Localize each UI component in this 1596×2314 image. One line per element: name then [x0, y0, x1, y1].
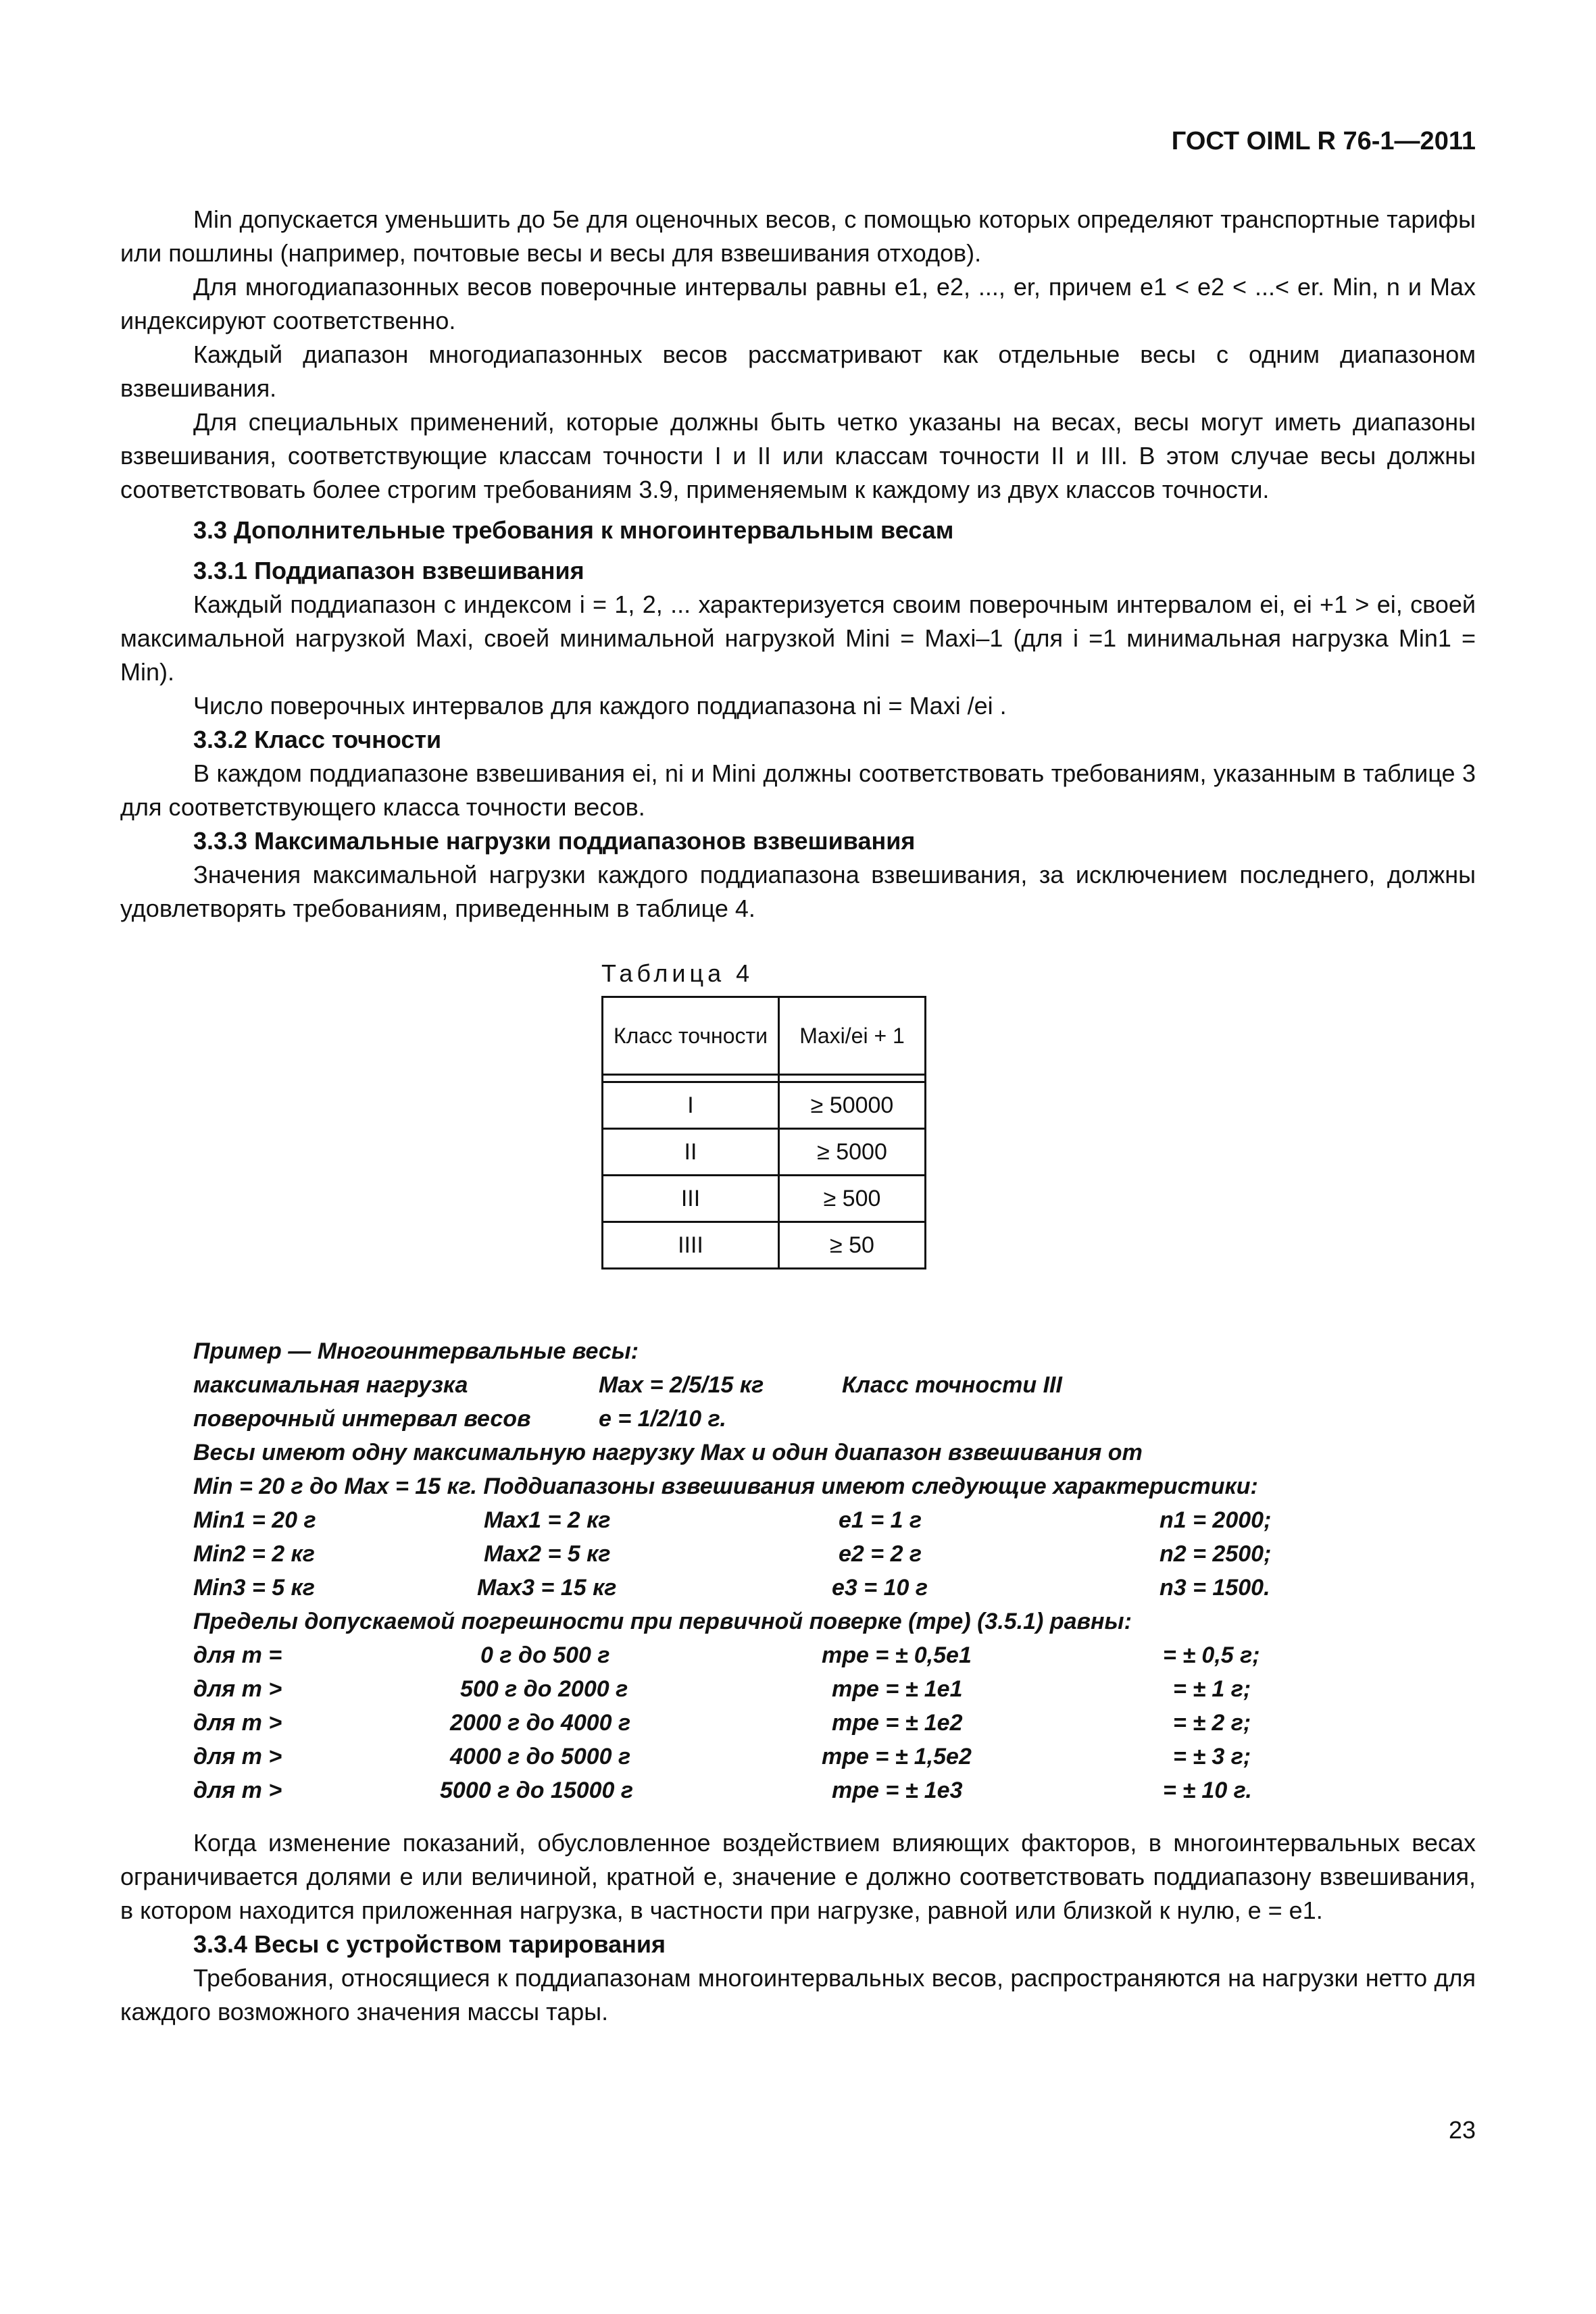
table-row — [603, 1176, 926, 1222]
example-cell: 2000 г до 4000 г — [450, 1710, 631, 1736]
example-line: Пределы допускаемой погрешности при первичной поверке (mpe) (3.5.1) равны: — [193, 1609, 1132, 1634]
example-mpe-row — [193, 1774, 1476, 1807]
example-text: e = 1/2/10 г. — [599, 1406, 726, 1432]
paragraph: Требования, относящиеся к поддиапазонам многоинтервальных весов, распространяются на нагрузки нетто для каждого возможного значения массы тары. — [120, 1964, 1476, 2026]
example-line: Весы имеют одну максимальную нагрузку Max и один диапазон взвешивания от — [193, 1440, 1143, 1465]
example-line — [193, 1402, 1476, 1436]
example-cell: n1 = 2000; — [1159, 1507, 1272, 1533]
table-cell-class: I — [603, 1082, 779, 1129]
table-title: Таблица 4 — [601, 959, 754, 987]
example-cell: = ± 10 г. — [1163, 1778, 1252, 1803]
example-cell: e1 = 1 г — [839, 1507, 922, 1533]
example-cell: для m > — [193, 1744, 282, 1769]
table-cell-ratio: ≥ 500 — [779, 1176, 926, 1222]
example-mpe-row — [193, 1740, 1476, 1774]
example-cell: Min1 = 20 г — [193, 1507, 316, 1533]
example-cell: n3 = 1500. — [1159, 1575, 1270, 1601]
paragraph: В каждом поддиапазоне взвешивания ei, ni и Mini должны соответствовать требованиям, указанным в таблице 3 для соответствующего класса точности весов. — [120, 759, 1476, 821]
example-cell: = ± 3 г; — [1173, 1744, 1251, 1769]
example-cell: 4000 г до 5000 г — [450, 1744, 631, 1769]
paragraph: Когда изменение показаний, обусловленное воздействием влияющих факторов, в многоинтервальных весах ограничивается долями e или величиной, кратной e, значение e должно соответствовать поддиапазону взвешивания, в котором находится приложенная нагрузка, в частности при нагрузке, равной или близкой к нулю, e = e1. — [120, 1829, 1476, 1924]
paragraph: Значения максимальной нагрузки каждого поддиапазона взвешивания, за исключением последнего, должны удовлетворять требованиям, приведенным в таблице 4. — [120, 861, 1476, 922]
paragraph: Каждый поддиапазон с индексом i = 1, 2, ... характеризуется своим поверочным интервалом ei, ei +1 > ei, своей максимальной нагрузкой Maxi, своей минимальной нагрузкой Mini = Maxi–1 (для i =1 минимальная нагрузка Min1 = Min). — [120, 590, 1476, 686]
table-row — [603, 1222, 926, 1269]
example-cell: для m > — [193, 1778, 282, 1803]
example-cell: Max3 = 15 кг — [477, 1575, 617, 1601]
example-cell: 0 г до 500 г — [480, 1642, 610, 1668]
example-cell: Max1 = 2 кг — [484, 1507, 611, 1533]
example-cell: для m > — [193, 1710, 282, 1736]
example-text: Класс точности III — [842, 1372, 1062, 1398]
section-heading: 3.3.1 Поддиапазон взвешивания — [193, 557, 584, 584]
example-line: Min = 20 г до Max = 15 кг. Поддиапазоны взвешивания имеют следующие характеристики: — [193, 1474, 1258, 1499]
table-cell-class: IIII — [603, 1222, 779, 1269]
example-cell: e3 = 10 г — [832, 1575, 928, 1601]
section-heading: 3.3.4 Весы с устройством тарирования — [193, 1930, 666, 1958]
table-header-ratio: Maxi/ei + 1 — [779, 997, 926, 1075]
example-cell: = ± 0,5 г; — [1163, 1642, 1260, 1668]
example-text: максимальная нагрузка — [193, 1372, 468, 1398]
table-cell-ratio: ≥ 5000 — [779, 1129, 926, 1176]
example-subrange-row — [193, 1571, 1476, 1605]
example-cell: = ± 1 г; — [1173, 1676, 1251, 1702]
example-line — [193, 1368, 1476, 1402]
example-cell: e2 = 2 г — [839, 1541, 922, 1567]
table-cell-class: III — [603, 1176, 779, 1222]
example-cell: для m > — [193, 1676, 282, 1702]
example-cell: mpe = ± 1e2 — [832, 1710, 963, 1736]
example-cell: n2 = 2500; — [1159, 1541, 1272, 1567]
table-row — [603, 1082, 926, 1129]
table-4 — [601, 996, 926, 1269]
page-number: 23 — [1448, 2116, 1476, 2144]
table-cell-class: II — [603, 1129, 779, 1176]
table-cell-ratio: ≥ 50000 — [779, 1082, 926, 1129]
table-cell-ratio: ≥ 50 — [779, 1222, 926, 1269]
section-heading: 3.3 Дополнительные требования к многоинтервальным весам — [193, 516, 954, 544]
section-heading: 3.3.2 Класс точности — [193, 726, 442, 753]
example-cell: mpe = ± 1,5e2 — [822, 1744, 972, 1769]
example-mpe-row — [193, 1672, 1476, 1706]
document-code: ГОСТ OIML R 76-1—2011 — [1171, 127, 1476, 155]
table-header-class: Класс точности — [603, 997, 779, 1075]
paragraph: Каждый диапазон многодиапазонных весов рассматривают как отдельные весы с одним диапазоном взвешивания. — [120, 341, 1476, 402]
paragraph: Число поверочных интервалов для каждого поддиапазона ni = Maxi /ei . — [193, 692, 1007, 720]
example-mpe-row — [193, 1638, 1476, 1672]
example-cell: mpe = ± 1e3 — [832, 1778, 963, 1803]
example-title: Пример — Многоинтервальные весы: — [193, 1338, 639, 1364]
example-cell: = ± 2 г; — [1173, 1710, 1251, 1736]
document-body — [120, 203, 1476, 2029]
example-text: поверочный интервал весов — [193, 1406, 531, 1432]
example-mpe-row — [193, 1706, 1476, 1740]
section-heading: 3.3.3 Максимальные нагрузки поддиапазонов взвешивания — [193, 827, 916, 855]
example-cell: для m = — [193, 1642, 282, 1668]
example-cell: 500 г до 2000 г — [460, 1676, 628, 1702]
paragraph: Для многодиапазонных весов поверочные интервалы равны e1, e2, ..., er, причем e1 < e2 < ...< er. Min, n и Max индексируют соответственно. — [120, 273, 1476, 334]
example-cell: mpe = ± 1e1 — [832, 1676, 963, 1702]
table-row — [603, 1129, 926, 1176]
example-cell: 5000 г до 15000 г — [440, 1778, 634, 1803]
example-cell: Max2 = 5 кг — [484, 1541, 611, 1567]
paragraph: Для специальных применений, которые должны быть четко указаны на весах, весы могут иметь диапазоны взвешивания, соответствующие классам точности I и II или классам точности II и III. В этом случае весы должны соответствовать более строгим требованиям 3.9, применяемым к каждому из двух классов точности. — [120, 408, 1476, 503]
example-text: Max = 2/5/15 кг — [599, 1372, 764, 1398]
example-cell: Min3 = 5 кг — [193, 1575, 315, 1601]
example-subrange-row — [193, 1503, 1476, 1537]
paragraph: Min допускается уменьшить до 5e для оценочных весов, с помощью которых определяют транспортные тарифы или пошлины (например, почтовые весы и весы для взвешивания отходов). — [120, 205, 1476, 267]
example-block — [193, 1334, 1476, 1807]
example-cell: mpe = ± 0,5e1 — [822, 1642, 972, 1668]
example-cell: Min2 = 2 кг — [193, 1541, 315, 1567]
example-subrange-row — [193, 1537, 1476, 1571]
